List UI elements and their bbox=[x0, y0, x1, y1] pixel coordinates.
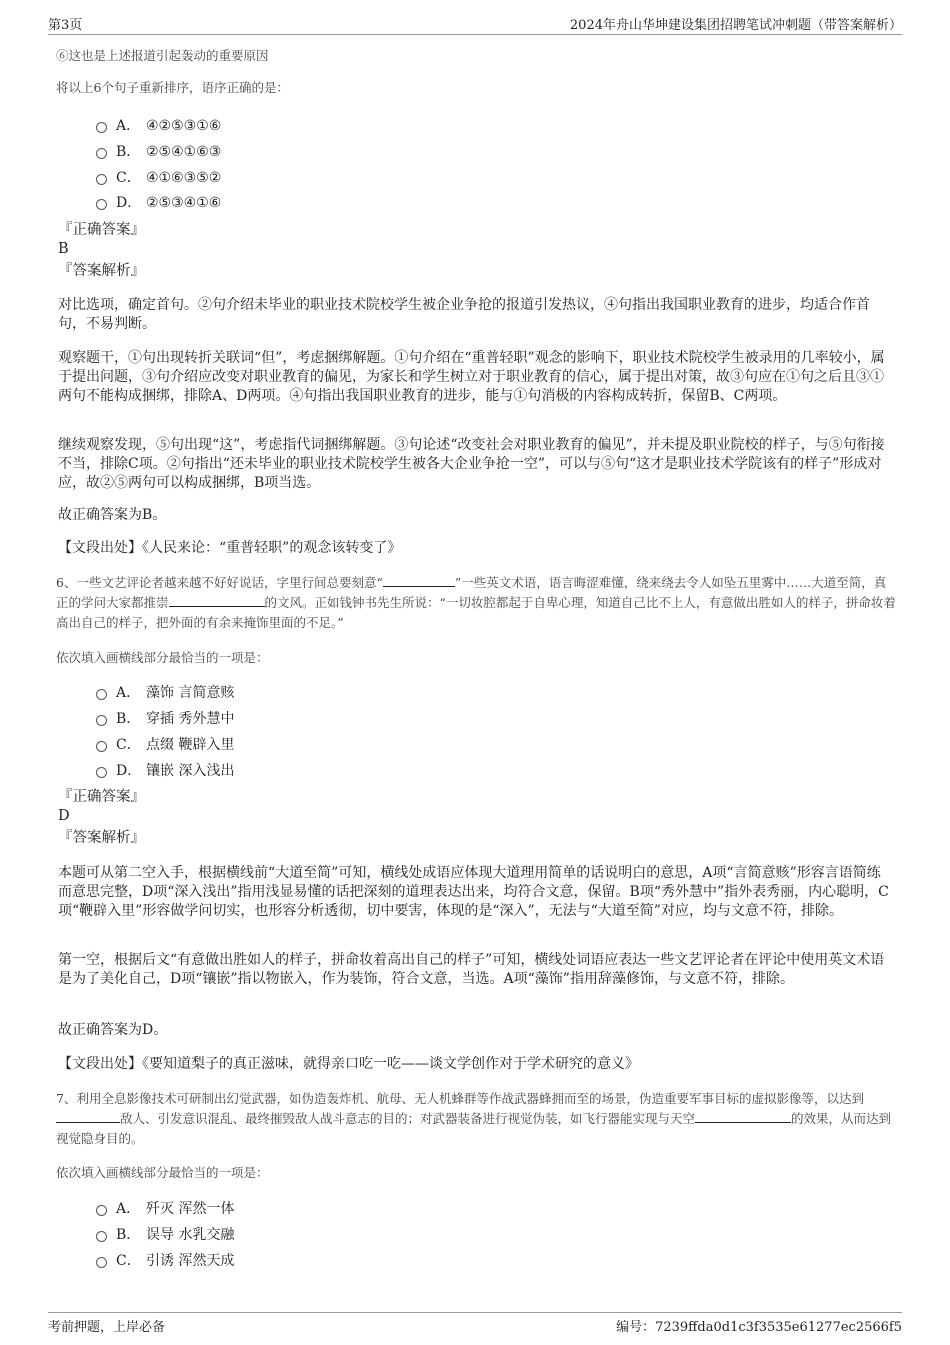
source-citation: 【文段出处】《要知道梨子的真正滋味，就得亲口吃一吃——谈文学创作对于学术研究的意义》 bbox=[58, 1056, 639, 1072]
q5-prompt: 将以上6个句子重新排序，语序正确的是： bbox=[56, 80, 289, 95]
analysis-label: 『答案解析』 bbox=[58, 830, 145, 846]
page-footer bbox=[48, 1312, 902, 1335]
document-id: 编号：7239ffda0d1c3f3535e61277ec2566f5 bbox=[616, 1320, 902, 1335]
q7-option-a[interactable]: A． 歼灭 浑然一体 bbox=[96, 1199, 234, 1219]
fill-blank bbox=[56, 1109, 120, 1123]
q7-option-b[interactable]: B． 误导 水乳交融 bbox=[96, 1225, 234, 1245]
page-number: 第3页 bbox=[48, 18, 83, 33]
radio-icon[interactable] bbox=[96, 1205, 107, 1216]
analysis-paragraph: 故正确答案为D。 bbox=[58, 1022, 168, 1038]
answer-value: B bbox=[58, 241, 69, 257]
q5-option-d[interactable]: D． ②⑤③④①⑥ bbox=[96, 193, 221, 213]
analysis-paragraph: 对比选项，确定首句。②句介绍未毕业的职业技术院校学生被企业争抢的报道引发热议，④句指出我国职业教育的进步，均适合作首句，不易判断。 bbox=[58, 297, 870, 332]
source-citation: 【文段出处】《人民来论：“重普轻职”的观念该转变了》 bbox=[58, 540, 402, 556]
q5-option-c[interactable]: C． ④①⑥③⑤② bbox=[96, 168, 221, 188]
answer-label: 『正确答案』 bbox=[58, 789, 145, 805]
q6-option-c[interactable]: C． 点缀 鞭辟入里 bbox=[96, 735, 234, 755]
fill-blank bbox=[383, 573, 455, 587]
q6-prompt: 依次填入画横线部分最恰当的一项是： bbox=[56, 650, 269, 665]
radio-icon[interactable] bbox=[96, 148, 107, 159]
radio-icon[interactable] bbox=[96, 1231, 107, 1242]
answer-label: 『正确答案』 bbox=[58, 222, 145, 238]
radio-icon[interactable] bbox=[96, 174, 107, 185]
radio-icon[interactable] bbox=[96, 741, 107, 752]
radio-icon[interactable] bbox=[96, 689, 107, 700]
answer-value: D bbox=[58, 808, 70, 824]
footer-slogan: 考前押题，上岸必备 bbox=[48, 1320, 166, 1335]
q6-option-b[interactable]: B． 穿插 秀外慧中 bbox=[96, 709, 234, 729]
q5-option-a[interactable]: A． ④②⑤③①⑥ bbox=[96, 116, 221, 136]
q7-option-c[interactable]: C． 引诱 浑然天成 bbox=[96, 1251, 234, 1271]
analysis-paragraph: 继续观察发现，⑤句出现“这”，考虑指代词捆绑解题。③句论述“改变社会对职业教育的偏见”，并未提及职业院校的样子，与⑤句衔接不当，排除C项。②句指出“还未毕业的职业技术院校学生被各大企业争抢一空”，可以与⑤句“这才是职业技术学院该有的样子”形成对应，故②⑤两句可以构成捆绑，B项当选。 bbox=[58, 437, 885, 491]
fill-blank bbox=[169, 593, 265, 607]
q7-prompt: 依次填入画横线部分最恰当的一项是： bbox=[56, 1165, 269, 1180]
analysis-paragraph: 故正确答案为B。 bbox=[58, 507, 167, 523]
q6-option-d[interactable]: D． 镶嵌 深入浅出 bbox=[96, 761, 234, 781]
radio-icon[interactable] bbox=[96, 199, 107, 210]
question-6-stem: 6、一些文艺评论者越来越不好好说话，字里行间总要刻意“ ”一些英文术语，语言晦涩难懂，绕来绕去令人如坠五里雾中……大道至简，真正的学问大家都推崇 的文风。正如钱钟书先生所说：“一切妆腔都起于自卑心理，知道自己比不上人，有意做出胜如人的样子，拼命妆着高出自己的样子，把外面的有余来掩饰里面的不足。” bbox=[56, 575, 896, 630]
question-7-stem: 7、利用全息影像技术可研制出幻觉武器，如伪造轰炸机、航母、无人机蜂群等作战武器蜂拥而至的场景，伪造重要军事目标的虚拟影像等，以达到敌人、引发意识混乱、最终摧毁敌人战斗意志的目的；对武器装备进行视觉伪装，如飞行器能实现与天空 的效果，从而达到视觉隐身目的。 bbox=[56, 1091, 892, 1146]
analysis-paragraph: 观察题干，①句出现转折关联词“但”，考虑捆绑解题。①句介绍在“重普轻职”观念的影响下，职业技术院校学生被录用的几率较小，属于提出问题，③句介绍应改变对职业教育的偏见，为家长和学生树立对于职业教育的信心，属于提出对策，故③句应在①句之后且③①两句不能构成捆绑，排除A、D两项。④句指出我国职业教育的进步，能与①句消极的内容构成转折，保留B、C两项。 bbox=[58, 350, 885, 404]
radio-icon[interactable] bbox=[96, 715, 107, 726]
q6-option-a[interactable]: A． 藻饰 言简意赅 bbox=[96, 683, 234, 703]
analysis-paragraph: 第一空，根据后文“有意做出胜如人的样子，拼命妆着高出自己的样子”可知，横线处词语应表达一些文艺评论者在评论中使用英文术语是为了美化自己，D项“镶嵌”指以物嵌入，作为装饰，符合文意，当选。A项“藻饰”指用辞藻修饰，与文意不符，排除。 bbox=[58, 952, 885, 987]
document-title: 2024年舟山华坤建设集团招聘笔试冲刺题（带答案解析） bbox=[569, 18, 902, 33]
analysis-paragraph: 本题可从第二空入手，根据横线前“大道至简”可知，横线处成语应体现大道理用简单的话说明白的意思，A项“言简意赅”形容言语简练而意思完整，D项“深入浅出”指用浅显易懂的话把深刻的道理表达出来，均符合文意，保留。B项“秀外慧中”指外表秀丽，内心聪明，C项“鞭辟入里”形容做学问切实，也形容分析透彻，切中要害，体现的是“深入”，无法与“大道至简”对应，均与文意不符，排除。 bbox=[58, 865, 889, 919]
page-header bbox=[48, 12, 902, 35]
q5-option-b[interactable]: B． ②⑤④①⑥③ bbox=[96, 142, 221, 162]
radio-icon[interactable] bbox=[96, 1257, 107, 1268]
radio-icon[interactable] bbox=[96, 767, 107, 778]
sentence-6: ⑥这也是上述报道引起轰动的重要原因 bbox=[56, 48, 269, 63]
fill-blank bbox=[695, 1109, 791, 1123]
analysis-label: 『答案解析』 bbox=[58, 263, 145, 279]
radio-icon[interactable] bbox=[96, 122, 107, 133]
